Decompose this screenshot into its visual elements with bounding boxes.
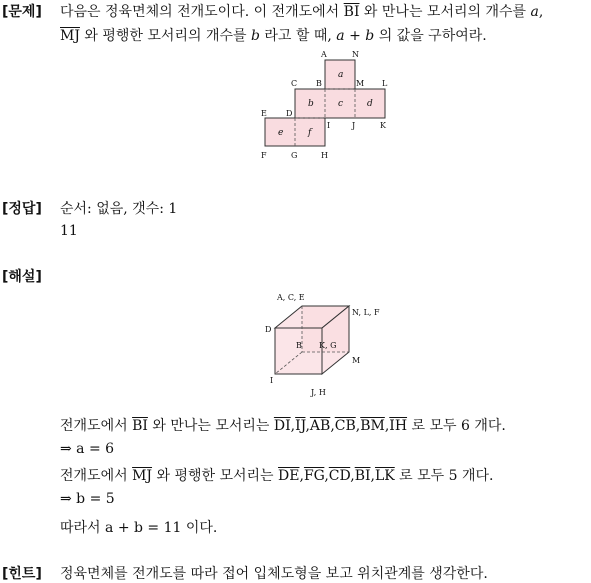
net-label-J: J xyxy=(352,121,356,130)
solution-line-2: ⇒ a = 6 xyxy=(60,441,115,457)
cube-front-face xyxy=(275,328,322,374)
net-face-label-e: e xyxy=(278,128,284,138)
solution-tag: [해설] xyxy=(2,269,42,285)
net-face-label-f: f xyxy=(308,128,312,138)
net-label-L: L xyxy=(382,79,388,88)
hint-text: 정육면체를 전개도를 따라 접어 입체도형을 보고 위치관계를 생각한다. xyxy=(60,566,488,582)
problem-tag: [문제] xyxy=(2,4,42,20)
net-label-G: G xyxy=(291,151,298,160)
cube-label-JH: J, H xyxy=(311,388,326,397)
problem-line-1: 다음은 정육면체의 전개도이다. 이 전개도에서 $\overline{BI}$ 와 만나는 모서리의 개수를 a, xyxy=(60,4,544,20)
segment-bi: $\overline{BI}$ xyxy=(343,4,360,20)
net-label-B: B xyxy=(316,79,322,88)
cube-diagram xyxy=(255,285,385,405)
net-face-label-b: b xyxy=(308,99,314,109)
problem-line-2: $\overline{MJ}$ 와 평행한 모서리의 개수를 b 라고 할 때, a + b 의 값을 구하여라. xyxy=(60,28,487,44)
cube-label-M: M xyxy=(352,356,361,365)
net-label-H: H xyxy=(321,151,328,160)
cube-label-I: I xyxy=(270,376,274,385)
solution-line-3: 전개도에서 $\overline{MJ}$ 와 평행한 모서리는 $\overline{DE},\overline{FG},\overline{CD},\overline{BI},\overline{LK}$ 로 모두 5 개다. xyxy=(60,468,494,484)
cube-label-B: B xyxy=(296,341,302,350)
answer-line-1: 순서: 없음, 갯수: 1 xyxy=(60,201,178,217)
cube-label-ACE: A, C, E xyxy=(277,293,305,302)
net-face-label-a: a xyxy=(338,70,344,80)
net-label-M: M xyxy=(356,79,365,88)
answer-tag: [정답] xyxy=(2,201,42,217)
cube-label-KG: K, G xyxy=(319,341,337,350)
solution-line-1: 전개도에서 $\overline{BI}$ 와 만나는 모서리는 $\overline{DI},\overline{IJ},\overline{AB},\overline{CB},\overline{BM},\overline{IH}$ 로 모두 6 개다. xyxy=(60,418,506,434)
net-label-D: D xyxy=(286,109,293,118)
net-face-label-d: d xyxy=(367,99,373,109)
net-label-I: I xyxy=(327,121,331,130)
net-label-C: C xyxy=(291,79,298,88)
cube-label-D: D xyxy=(265,325,272,334)
hint-tag: [힌트] xyxy=(2,566,42,582)
answer-line-2: 11 xyxy=(60,223,78,239)
net-label-F: F xyxy=(261,151,267,160)
solution-line-4: ⇒ b = 5 xyxy=(60,491,115,507)
solution-line-5: 따라서 a + b = 11 이다. xyxy=(60,520,218,536)
cube-label-NLF: N, L, F xyxy=(352,308,380,317)
net-label-A: A xyxy=(321,50,327,59)
net-face-label-c: c xyxy=(338,99,344,109)
cube-net-diagram xyxy=(255,50,395,165)
net-label-N: N xyxy=(352,50,359,59)
net-label-K: K xyxy=(380,121,386,130)
net-face-ef xyxy=(265,118,325,146)
segment-mj: $\overline{MJ}$ xyxy=(60,28,80,44)
net-label-E: E xyxy=(261,109,267,118)
